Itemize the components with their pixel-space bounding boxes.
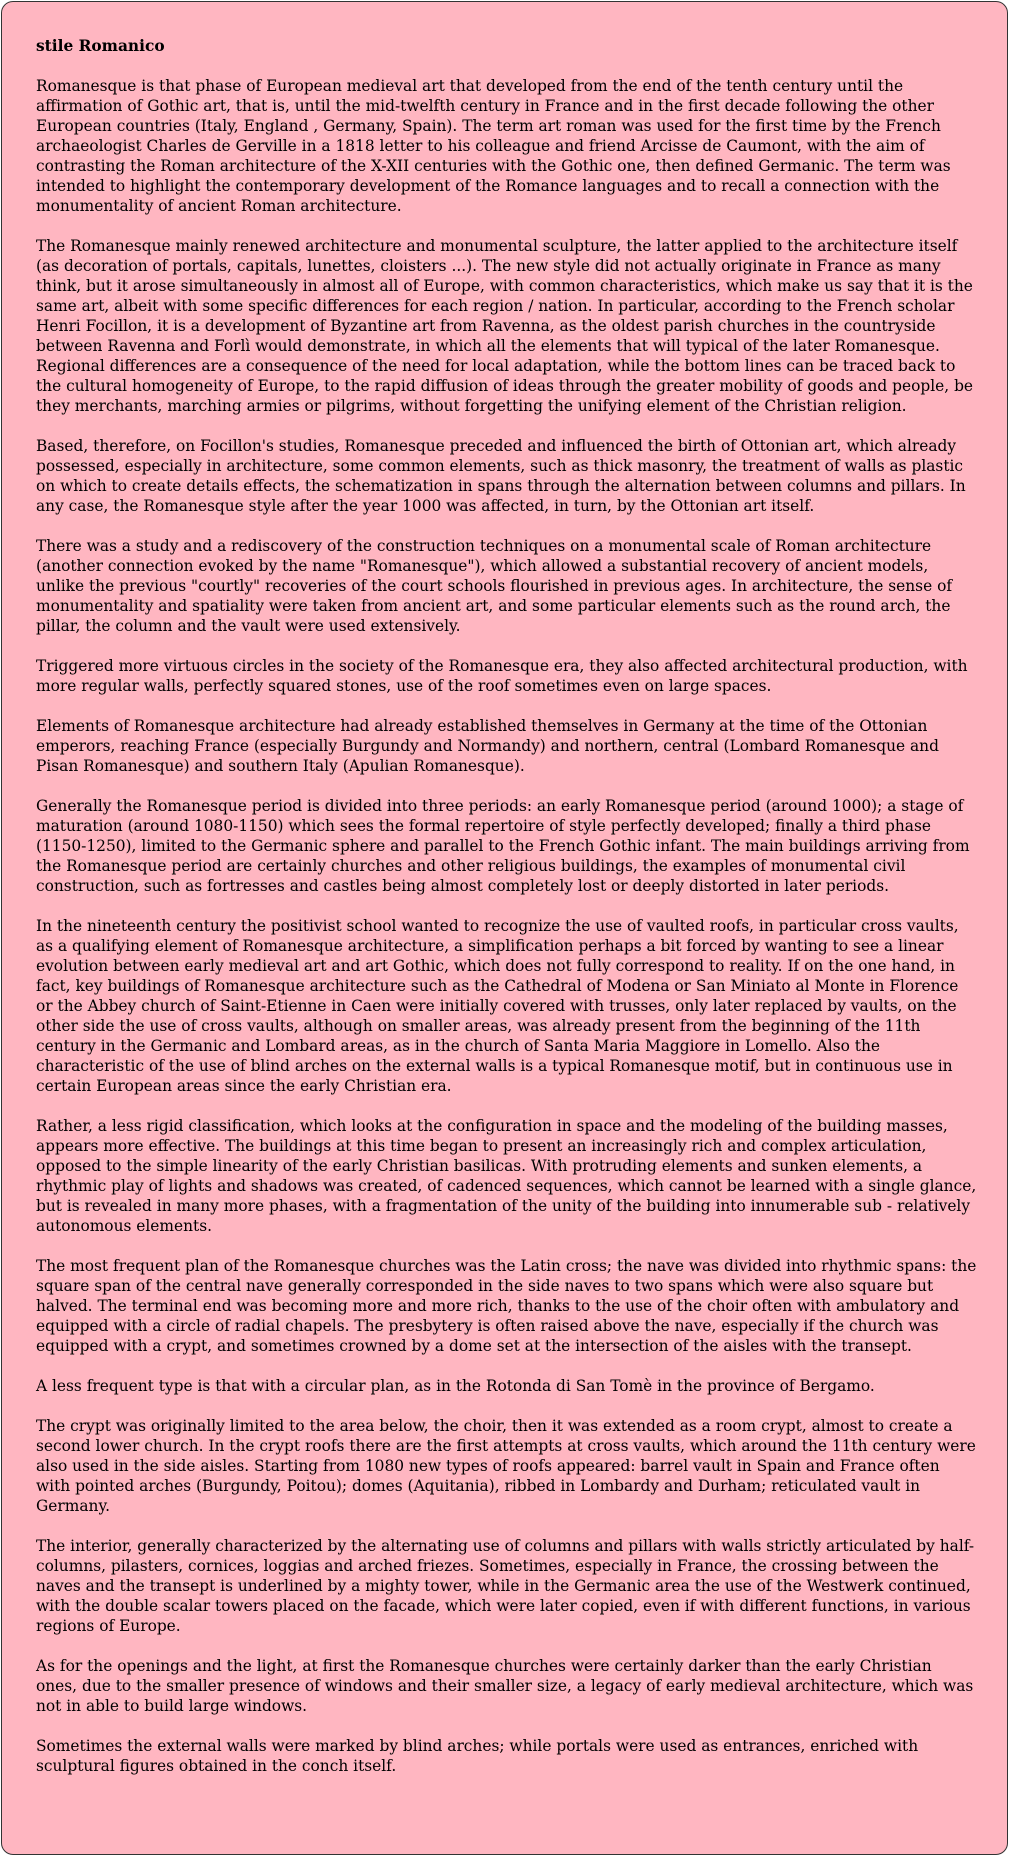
article-title: stile Romanico — [36, 37, 165, 55]
paragraph-1: Romanesque is that phase of European medieval art that developed from the end of the tenth century until the affirmation of Gothic art, that is, until the mid-twelfth century in France and in the first decade following the other European countries (Italy, England , Germany, Spain). The term art roman was used for the first time by the French archaeologist Charles de Gerville in a 1818 letter to his colleague and friend Arcisse de Caumont, with the aim of contrasting the Roman architecture of the X-XII centuries with the Gothic one, then defined Germanic. The term was intended to highlight the contemporary development of the Romance languages and to recall a connection with the monumentality of ancient Roman architecture. — [36, 77, 951, 215]
paragraph-12: The crypt was originally limited to the area below, the choir, then it was extended as a room crypt, almost to create a second lower church. In the crypt roofs there are the first attempts at cross vaults, which around the 11th century were also used in the side aisles. Starting from 1080 new types of roofs appeared: barrel vault in Spain and France often with pointed arches (Burgundy, Poitou); domes (Aquitania), ribbed in Lombardy and Durham; reticulated vault in Germany. — [36, 1417, 976, 1515]
paragraph-10: The most frequent plan of the Romanesque churches was the Latin cross; the nave was divided into rhythmic spans: the square span of the central nave generally corresponded in the side naves to two spans which were also square but halved. The terminal end was becoming more and more rich, thanks to the use of the choir often with ambulatory and equipped with a circle of radial chapels. The presbytery is often raised above the nave, especially if the church was equipped with a crypt, and sometimes crowned by a dome set at the intersection of the aisles with the transept. — [36, 1257, 977, 1355]
paragraph-14: As for the openings and the light, at first the Romanesque churches were certainly darker than the early Christian ones, due to the smaller presence of windows and their smaller size, a legacy of early medieval architecture, which was not in able to build large windows. — [36, 1657, 974, 1715]
paragraph-11: A less frequent type is that with a circular plan, as in the Rotonda di San Tomè in the province of Bergamo. — [36, 1377, 875, 1395]
paragraph-3: Based, therefore, on Focillon's studies, Romanesque preceded and influenced the birth of Ottonian art, which already possessed, especially in architecture, some common elements, such as thick masonry, the treatment of walls as plastic on which to create details effects, the schematization in spans through the alternation between columns and pillars. In any case, the Romanesque style after the year 1000 was affected, in turn, by the Ottonian art itself. — [36, 437, 966, 515]
paragraph-15: Sometimes the external walls were marked by blind arches; while portals were used as entrances, enriched with sculptural figures obtained in the conch itself. — [36, 1737, 919, 1775]
paragraph-7: Generally the Romanesque period is divided into three periods: an early Romanesque period (around 1000); a stage of maturation (around 1080-1150) which sees the formal repertoire of style perfectly developed; finally a third phase (1150-1250), limited to the Germanic sphere and parallel to the French Gothic infant. The main buildings arriving from the Romanesque period are certainly churches and other religious buildings, the examples of monumental civil construction, such as fortresses and castles being almost completely lost or deeply distorted in later periods. — [36, 797, 970, 895]
paragraph-13: The interior, generally characterized by the alternating use of columns and pillars with walls strictly articulated by half-columns, pilasters, cornices, loggias and arched friezes. Sometimes, especially in France, the crossing between the naves and the transept is underlined by a mighty tower, while in the Germanic area the use of the Westwerk continued, with the double scalar towers placed on the facade, which were later copied, even if with different functions, in various regions of Europe. — [36, 1537, 975, 1635]
paragraph-2: The Romanesque mainly renewed architecture and monumental sculpture, the latter applied to the architecture itself (as decoration of portals, capitals, lunettes, cloisters ...). The new style did not actually originate in France as many think, but it arose simultaneously in almost all of Europe, with common characteristics, which make us say that it is the same art, albeit with some specific differences for each region / nation. In particular, according to the French scholar Henri Focillon, it is a development of Byzantine art from Ravenna, as the oldest parish churches in the countryside between Ravenna and Forlì would demonstrate, in which all the elements that will typical of the later Romanesque. Regional differences are a consequence of the need for local adaptation, while the bottom lines can be traced back to the cultural homogeneity of Europe, to the rapid diffusion of ideas through the greater mobility of goods and people, be they merchants, marching armies or pilgrims, without forgetting the unifying element of the Christian religion. — [36, 237, 974, 415]
paragraph-4: There was a study and a rediscovery of the construction techniques on a monumental scale of Roman architecture (another connection evoked by the name "Romanesque"), which allowed a substantial recovery of ancient models, unlike the previous "courtly" recoveries of the court schools flourished in previous ages. In architecture, the sense of monumentality and spatiality were taken from ancient art, and some particular elements such as the round arch, the pillar, the column and the vault were used extensively. — [36, 537, 953, 635]
paragraph-5: Triggered more virtuous circles in the society of the Romanesque era, they also affected architectural production, with more regular walls, perfectly squared stones, use of the roof sometimes even on large spaces. — [36, 657, 968, 695]
paragraph-6: Elements of Romanesque architecture had already established themselves in Germany at the time of the Ottonian emperors, reaching France (especially Burgundy and Normandy) and northern, central (Lombard Romanesque and Pisan Romanesque) and southern Italy (Apulian Romanesque). — [36, 717, 939, 775]
article-panel — [1, 1, 1008, 1855]
paragraph-8: In the nineteenth century the positivist school wanted to recognize the use of vaulted roofs, in particular cross vaults, as a qualifying element of Romanesque architecture, a simplification perhaps a bit forced by wanting to see a linear evolution between early medieval art and art Gothic, which does not fully correspond to reality. If on the one hand, in fact, key buildings of Romanesque architecture such as the Cathedral of Modena or San Miniato al Monte in Florence or the Abbey church of Saint-Etienne in Caen were initially covered with trusses, only later replaced by vaults, on the other side the use of cross vaults, although on smaller areas, was already present from the beginning of the 11th century in the Germanic and Lombard areas, as in the church of Santa Maria Maggiore in Lomello. Also the characteristic of the use of blind arches on the external walls is a typical Romanesque motif, but in continuous use in certain European areas since the early Christian era. — [36, 917, 959, 1095]
paragraph-9: Rather, a less rigid classification, which looks at the configuration in space and the modeling of the building masses, appears more effective. The buildings at this time began to present an increasingly rich and complex articulation, opposed to the simple linearity of the early Christian basilicas. With protruding elements and sunken elements, a rhythmic play of lights and shadows was created, of cadenced sequences, which cannot be learned with a single glance, but is revealed in many more phases, with a fragmentation of the unity of the building into innumerable sub - relatively autonomous elements. — [36, 1117, 977, 1235]
